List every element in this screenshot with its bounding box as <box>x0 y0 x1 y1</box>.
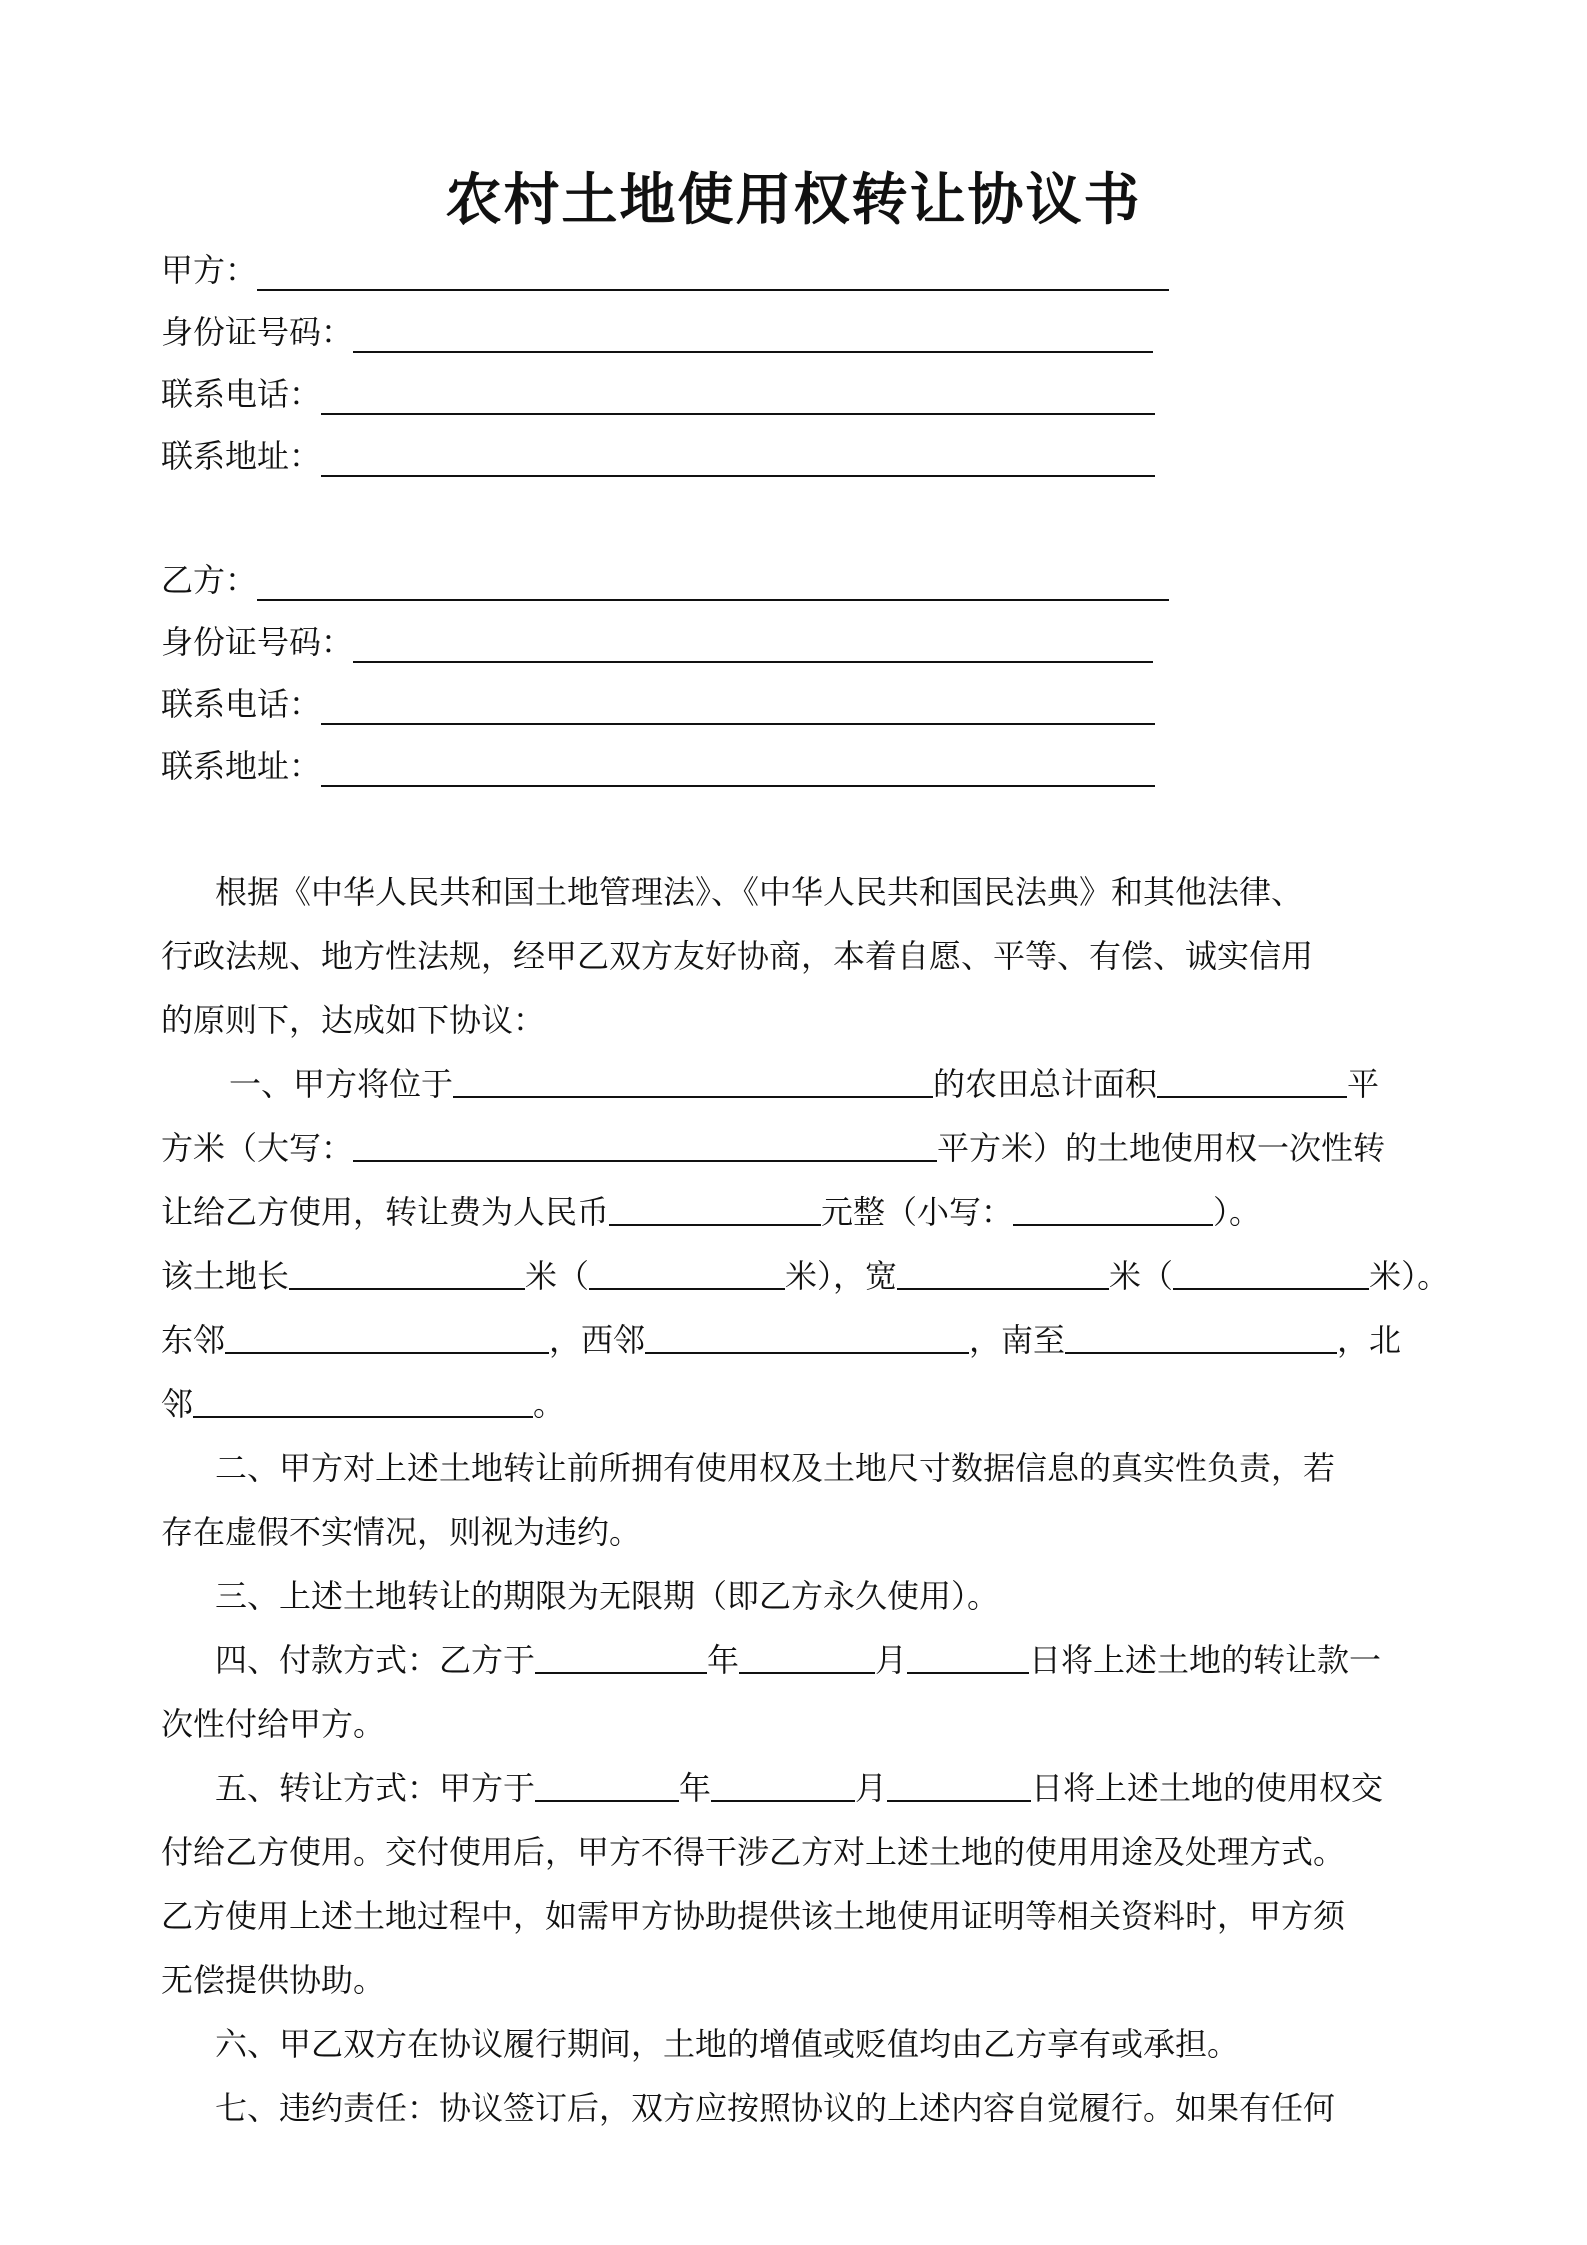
party-a-name-field[interactable] <box>257 245 1169 291</box>
party-b-id-field[interactable] <box>353 617 1153 663</box>
clause-1-line-2 <box>161 1116 1441 1180</box>
clause-1-text: 让给乙方使用，转让费为人民币 <box>161 1193 610 1231</box>
clause-1-text: 平 <box>1347 1065 1380 1103</box>
clause-2-line-1: 二、甲方对上述土地转让前所拥有使用权及土地尺寸数据信息的真实性负责，若 <box>215 1449 1336 1487</box>
clause-1-text: 一、甲方将位于 <box>229 1065 454 1103</box>
party-b-phone-field[interactable] <box>321 679 1155 725</box>
land-width-field[interactable] <box>897 1244 1109 1290</box>
clause-1-text: 元整（小写： <box>821 1193 1014 1231</box>
north-boundary-field[interactable] <box>193 1372 533 1418</box>
clause-1-text: 的农田总计面积 <box>933 1065 1158 1103</box>
party-b-address-field[interactable] <box>321 741 1155 787</box>
party-b-phone-row <box>161 679 1155 729</box>
clause-5-text: 日将上述土地的使用权交 <box>1031 1769 1384 1807</box>
payment-year-field[interactable] <box>535 1628 707 1674</box>
party-b-name-label: 乙方： <box>161 561 258 599</box>
handover-month-field[interactable] <box>711 1756 855 1802</box>
party-b-address-label: 联系地址： <box>161 747 322 785</box>
land-location-field[interactable] <box>453 1052 933 1098</box>
clause-4-text: 年 <box>707 1641 740 1679</box>
clause-1-text: 东邻 <box>161 1321 226 1359</box>
transfer-fee-uppercase-field[interactable] <box>609 1180 821 1226</box>
preamble-line-1: 根据《中华人民共和国土地管理法》、《中华人民共和国民法典》和其他法律、 <box>215 873 1304 911</box>
land-area-uppercase-field[interactable] <box>353 1116 937 1162</box>
land-length-field[interactable] <box>289 1244 525 1290</box>
clause-1-text: 该土地长 <box>161 1257 290 1295</box>
land-width-uppercase-field[interactable] <box>1173 1244 1369 1290</box>
south-boundary-field[interactable] <box>1065 1308 1337 1354</box>
clause-5-line-4: 无偿提供协助。 <box>161 1961 386 1999</box>
party-a-id-label: 身份证号码： <box>161 313 354 351</box>
party-a-phone-row <box>161 369 1155 419</box>
clause-4-text: 四、付款方式：乙方于 <box>215 1641 536 1679</box>
clause-1-text: 平方米）的土地使用权一次性转 <box>937 1129 1386 1167</box>
clause-1-line-5 <box>161 1308 1441 1372</box>
party-b-name-field[interactable] <box>257 555 1169 601</box>
clause-1-text: ，北 <box>1337 1321 1402 1359</box>
clause-4-text: 月 <box>875 1641 908 1679</box>
clause-5-line-2: 付给乙方使用。交付使用后，甲方不得干涉乙方对上述土地的使用用途及处理方式。 <box>161 1833 1346 1871</box>
clause-1-text: ，南至 <box>969 1321 1066 1359</box>
clause-5-line-3: 乙方使用上述土地过程中，如需甲方协助提供该土地使用证明等相关资料时，甲方须 <box>161 1897 1346 1935</box>
clause-1-text: ）。 <box>1213 1193 1262 1231</box>
agreement-body <box>161 860 1450 2140</box>
clause-4-line-2: 次性付给甲方。 <box>161 1705 386 1743</box>
party-a-address-label: 联系地址： <box>161 437 322 475</box>
clause-5-text: 年 <box>679 1769 712 1807</box>
clause-7: 七、违约责任：协议签订后，双方应按照协议的上述内容自觉履行。如果有任何 <box>215 2089 1336 2127</box>
payment-month-field[interactable] <box>739 1628 875 1674</box>
land-area-field[interactable] <box>1157 1052 1347 1098</box>
handover-year-field[interactable] <box>535 1756 679 1802</box>
west-boundary-field[interactable] <box>645 1308 969 1354</box>
party-a-address-row <box>161 431 1155 481</box>
clause-6: 六、甲乙双方在协议履行期间，土地的增值或贬值均由乙方享有或承担。 <box>215 2025 1240 2063</box>
party-a-id-field[interactable] <box>353 307 1153 353</box>
clause-5-line-1 <box>161 1756 1441 1820</box>
party-b-name-row <box>161 555 1169 605</box>
clause-1-line-4 <box>161 1244 1450 1308</box>
transfer-fee-number-field[interactable] <box>1013 1180 1213 1226</box>
payment-day-field[interactable] <box>907 1628 1029 1674</box>
preamble-line-3: 的原则下，达成如下协议： <box>161 1001 546 1039</box>
party-b-address-row <box>161 741 1155 791</box>
party-a-name-row <box>161 245 1169 295</box>
clause-1-line-6 <box>161 1372 1441 1436</box>
clause-1-text: 米）。 <box>1369 1257 1450 1295</box>
clause-1-text: 米（ <box>525 1257 590 1295</box>
clause-1-line-3 <box>161 1180 1441 1244</box>
clause-5-text: 月 <box>855 1769 888 1807</box>
party-a-phone-field[interactable] <box>321 369 1155 415</box>
party-a-address-field[interactable] <box>321 431 1155 477</box>
party-b-id-row <box>161 617 1153 667</box>
clause-1-text: 米），宽 <box>785 1257 898 1295</box>
clause-4-text: 日将上述土地的转让款一 <box>1029 1641 1382 1679</box>
party-a-name-label: 甲方： <box>161 251 258 289</box>
clause-1-line-1 <box>161 1052 1441 1116</box>
party-a-id-row <box>161 307 1153 357</box>
party-a-phone-label: 联系电话： <box>161 375 322 413</box>
clause-1-text: 米（ <box>1109 1257 1174 1295</box>
clause-1-text: ，西邻 <box>549 1321 646 1359</box>
clause-1-text: 方米（大写： <box>161 1129 354 1167</box>
clause-1-text: 邻 <box>161 1385 194 1423</box>
preamble-line-2: 行政法规、地方性法规，经甲乙双方友好协商，本着自愿、平等、有偿、诚实信用 <box>161 937 1314 975</box>
clause-1-text: 。 <box>533 1385 566 1423</box>
party-b-id-label: 身份证号码： <box>161 623 354 661</box>
party-b-phone-label: 联系电话： <box>161 685 322 723</box>
clause-4-line-1 <box>161 1628 1441 1692</box>
land-length-uppercase-field[interactable] <box>589 1244 785 1290</box>
east-boundary-field[interactable] <box>225 1308 549 1354</box>
clause-3: 三、上述土地转让的期限为无限期（即乙方永久使用）。 <box>215 1577 1000 1615</box>
document-title: 农村土地使用权转让协议书 <box>445 167 1142 233</box>
handover-day-field[interactable] <box>887 1756 1031 1802</box>
clause-2-line-2: 存在虚假不实情况，则视为违约。 <box>161 1513 642 1551</box>
clause-5-text: 五、转让方式：甲方于 <box>215 1769 536 1807</box>
